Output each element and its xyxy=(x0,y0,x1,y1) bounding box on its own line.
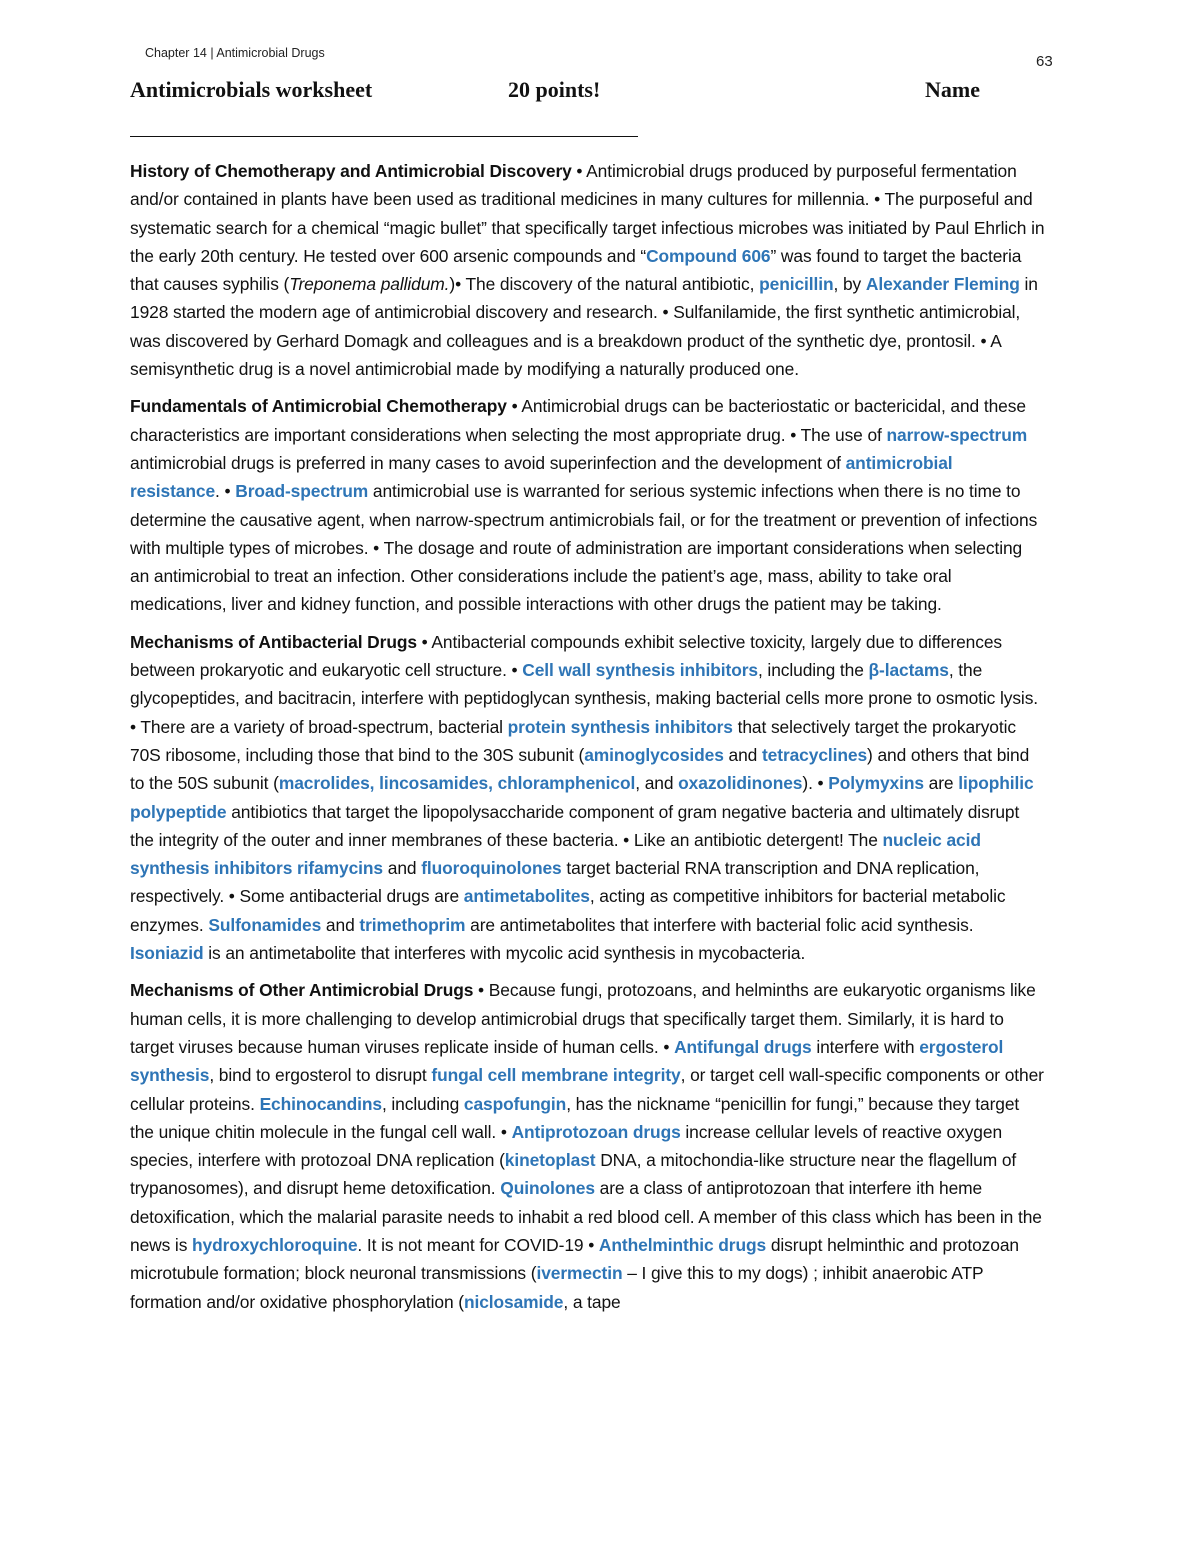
text-run: , or target cell wall-specific components or other cellular proteins. xyxy=(130,1065,1044,1114)
keyword: ivermectin xyxy=(536,1263,623,1284)
keyword: caspofungin xyxy=(463,1093,567,1114)
name-underline xyxy=(130,136,638,137)
name-label: Name xyxy=(925,77,980,102)
section-fundamentals xyxy=(130,392,1045,618)
text-run: )• The discovery of the natural antibiotic, xyxy=(449,274,760,295)
keyword: fluoroquinolones xyxy=(421,858,562,879)
text-run: • Antimicrobial drugs can be bacteriostatic or bactericidal, and these characteristics are important considerations when selecting the most appropriate drug. • The use of xyxy=(130,396,1026,445)
keyword: Isoniazid xyxy=(130,943,204,964)
keyword: Compound 606 xyxy=(646,245,771,266)
text-run: , and xyxy=(635,773,679,794)
keyword: Polymyxins xyxy=(828,773,924,794)
keyword: antimicrobial resistance xyxy=(130,452,953,502)
keyword: niclosamide xyxy=(463,1291,564,1312)
text-run: ) and others that bind to the 50S subunit ( xyxy=(130,744,1030,794)
keyword: aminoglycosides xyxy=(584,744,724,765)
text-run: • Because fungi, protozoans, and helminths are eukaryotic organisms like human cells, it is more challenging to develop antimicrobial drugs that specifically target them. Similarly, it is hard to target viruses because human viruses replicate inside of human cells. • xyxy=(130,980,1036,1057)
text-run: . • xyxy=(215,481,236,502)
section-antibacterial xyxy=(130,628,1045,968)
text-run: and xyxy=(383,858,422,879)
keyword: Antiprotozoan drugs xyxy=(511,1121,681,1142)
text-run: , including xyxy=(381,1093,464,1114)
text-run: DNA, a mitochondia-like structure near the flagellum of trypanosomes), and disrupt heme detoxification. xyxy=(130,1150,1017,1199)
keyword: Broad-spectrum xyxy=(235,481,369,502)
text-run: , a tape xyxy=(563,1291,621,1312)
keyword: narrow-spectrum xyxy=(886,424,1028,445)
text-run: , acting as competitive inhibitors for bacterial metabolic enzymes. xyxy=(130,886,1006,935)
text-run: antimicrobial drugs is preferred in many cases to avoid superinfection and the development of xyxy=(130,452,846,473)
section-heading: Mechanisms of Antibacterial Drugs xyxy=(130,631,417,652)
keyword: Sulfonamides xyxy=(208,914,322,935)
keyword: Cell wall synthesis inhibitors xyxy=(522,660,758,681)
text-run: , by xyxy=(833,274,866,295)
keyword: ergosterol synthesis xyxy=(130,1036,1004,1086)
text-run: • Antibacterial compounds exhibit selective toxicity, largely due to differences between prokaryotic and eukaryotic cell structure. • xyxy=(130,631,1003,681)
text-run: , including the xyxy=(757,660,869,681)
text-run: , bind to ergosterol to disrupt xyxy=(209,1065,432,1086)
section-heading: Mechanisms of Other Antimicrobial Drugs xyxy=(130,980,474,1001)
text-run: and xyxy=(321,914,360,935)
running-head: Chapter 14 | Antimicrobial Drugs xyxy=(145,46,325,60)
text-run: ). • xyxy=(802,773,829,794)
text-run: target bacterial RNA transcription and DNA replication, respectively. • Some antibacterial drugs are xyxy=(130,858,980,907)
text-run: – I give this to my dogs) ; inhibit anaerobic ATP formation and/or oxidative phosphorylation ( xyxy=(130,1263,984,1312)
section-other-antimicrobial xyxy=(130,976,1045,1316)
keyword: kinetoplast xyxy=(504,1150,596,1171)
text-run: are xyxy=(923,773,959,794)
text-run: in 1928 started the modern age of antimicrobial discovery and research. • Sulfanilamide, the first synthetic antimicrobial, was discovered by Gerhard Domagk and colleagues and is a breakdown product of the synthetic dye, prontosil. • A semisynthetic drug is a novel antimicrobial made by modifying a naturally produced one. xyxy=(130,274,1038,380)
text-run: , has the nickname “penicillin for fungi,” because they target the unique chitin molecule in the fungal cell wall. • xyxy=(130,1093,1020,1142)
keyword: Echinocandins xyxy=(259,1093,382,1114)
text-run: disrupt helminthic and protozoan microtubule formation; block neuronal transmissions ( xyxy=(130,1234,1019,1284)
text-run: , the glycopeptides, and bacitracin, interfere with peptidoglycan synthesis, making bacterial cells more prone to osmotic lysis. • There are a variety of broad-spectrum, bacterial xyxy=(130,660,1039,737)
keyword: lipophilic polypeptide xyxy=(130,773,1034,822)
keyword: penicillin xyxy=(759,274,834,295)
keyword: hydroxychloroquine xyxy=(192,1234,358,1255)
keyword: β-lactams xyxy=(868,660,949,681)
text-run: that selectively target the prokaryotic 70S ribosome, including those that bind to the 30S subunit ( xyxy=(130,716,1016,765)
keyword: antimetabolites xyxy=(463,886,590,907)
keyword: trimethoprim xyxy=(359,914,466,935)
keyword: macrolides, lincosamides, chloramphenicol xyxy=(278,773,636,794)
keyword: nucleic acid synthesis inhibitors rifamycins xyxy=(130,829,981,879)
section-heading: History of Chemotherapy and Antimicrobial Discovery xyxy=(130,161,572,181)
keyword: tetracyclines xyxy=(761,744,868,765)
section-heading: Fundamentals of Antimicrobial Chemotherapy xyxy=(130,396,507,417)
text-run: antibiotics that target the lipopolysaccharide component of gram negative bacteria and ultimately disrupt the integrity of the outer and inner membranes of these bacteria. • Like an antibiotic detergent! The xyxy=(130,801,1020,850)
keyword: Anthelminthic drugs xyxy=(598,1234,767,1255)
keyword: fungal cell membrane integrity xyxy=(431,1065,681,1086)
keyword: oxazolidinones xyxy=(678,773,803,794)
text-run: interfere with xyxy=(811,1036,920,1057)
text-run: ” was found to target the bacteria that causes syphilis ( xyxy=(130,245,1022,295)
text-run: • Antimicrobial drugs produced by purposeful fermentation and/or contained in plants have been used as traditional medicines in many cultures for millennia. • The purposeful and systematic search for a chemical “magic bullet” that specifically target infectious microbes was initiated by Paul Ehrlich in the early 20th century. He tested over 600 arsenic compounds and “ xyxy=(130,161,1045,266)
keyword: Antifungal drugs xyxy=(674,1036,812,1057)
text-run: is an antimetabolite that interferes with mycolic acid synthesis in mycobacteria. xyxy=(203,943,806,964)
section-history xyxy=(130,157,1045,383)
worksheet-body xyxy=(130,157,1045,1325)
keyword: protein synthesis inhibitors xyxy=(507,716,733,737)
worksheet-title: Antimicrobials worksheet xyxy=(130,77,373,102)
keyword: Alexander Fleming xyxy=(865,274,1020,295)
text-run: antimicrobial use is warranted for serious systemic infections when there is no time to determine the causative agent, when narrow-spectrum antimicrobials fail, or for the treatment or prevention of infections with multiple types of microbes. • The dosage and route of administration are important considerations when selecting an antimicrobial to treat an infection. Other considerations include the patient’s age, mass, ability to take oral medications, liver and kidney function, and possible interactions with other drugs the patient may be taking. xyxy=(130,481,1038,615)
keyword: Quinolones xyxy=(500,1178,595,1199)
text-run: increase cellular levels of reactive oxygen species, interfere with protozoal DNA replication ( xyxy=(130,1121,1003,1171)
title-row xyxy=(130,77,1030,107)
italic-term: Treponema pallidum. xyxy=(289,274,450,295)
text-run: are a class of antiprotozoan that interfere ith heme detoxification, which the malarial parasite needs to inhabit a red blood cell. A member of this class which has been in the news is xyxy=(130,1178,1042,1255)
points-label: 20 points! xyxy=(508,77,601,102)
text-run: and xyxy=(723,744,762,765)
page-number: 63 xyxy=(1036,53,1053,70)
text-run: . It is not meant for COVID-19 • xyxy=(357,1234,599,1255)
text-run: are antimetabolites that interfere with bacterial folic acid synthesis. xyxy=(465,914,974,935)
